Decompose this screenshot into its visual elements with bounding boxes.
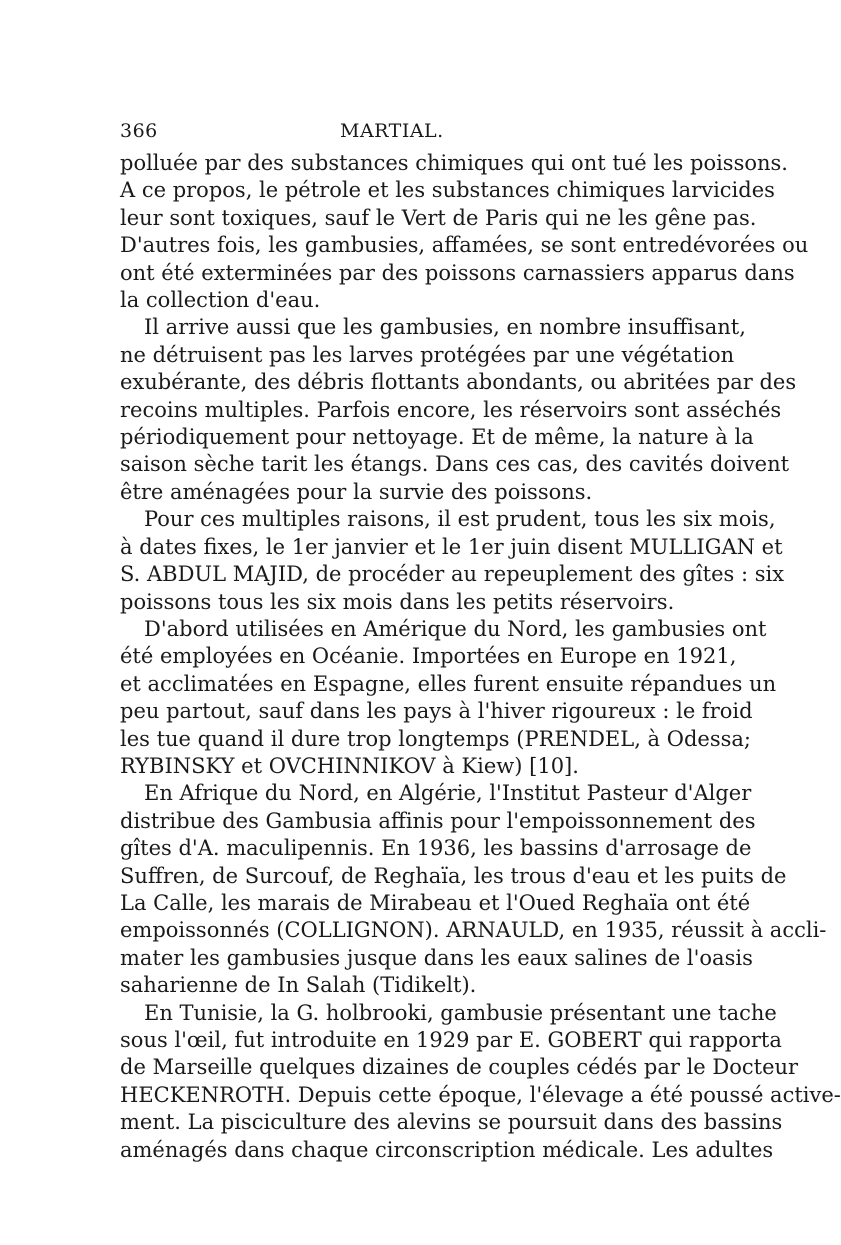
text-line: Il arrive aussi que les gambusies, en nombre insuffisant, (144, 315, 746, 340)
text-line: saharienne de In Salah (Tidikelt). (120, 973, 477, 998)
text-line: recoins multiples. Parfois encore, les réservoirs sont asséchés (120, 397, 782, 422)
text-line: sous l'œil, fut introduite en 1929 par E. GOBERT qui rapporta (120, 1028, 782, 1052)
text-line: exubérante, des débris flottants abondants, ou abritées par des (120, 370, 797, 395)
text-line: RYBINSKY et OVCHINNIKOV à Kiew) [10]. (120, 753, 579, 778)
text-line: été employées en Océanie. Importées en Europe en 1921, (120, 644, 737, 669)
text-line: être aménagées pour la survie des poissons. (120, 479, 593, 504)
text-line: D'abord utilisées en Amérique du Nord, les gambusies ont (144, 616, 767, 641)
text-line: poissons tous les six mois dans les petits réservoirs. (120, 589, 675, 614)
text-line: leur sont toxiques, sauf le Vert de Paris qui ne les gêne pas. (120, 205, 757, 230)
text-line: la collection d'eau. (120, 288, 321, 313)
text-line: peu partout, sauf dans les pays à l'hiver rigoureux : le froid (120, 699, 753, 724)
text-line: ment. La pisciculture des alevins se poursuit dans des bassins (120, 1110, 783, 1135)
text-line: distribue des Gambusia affinis pour l'empoissonnement des (120, 808, 756, 833)
text-line: Suffren, de Surcouf, de Reghaïa, les trous d'eau et les puits de (120, 863, 787, 888)
running-head: MARTIAL. (340, 120, 444, 142)
text-line: mater les gambusies jusque dans les eaux salines de l'oasis (120, 945, 753, 970)
page-number: 366 (120, 120, 158, 142)
text-line: En Afrique du Nord, en Algérie, l'Institut Pasteur d'Alger (144, 781, 752, 806)
page-header (120, 120, 680, 150)
text-line: HECKENROTH. Depuis cette époque, l'élevage a été poussé active- (120, 1082, 841, 1107)
text-line: à dates fixes, le 1er janvier et le 1er juin disent MULLIGAN et (120, 534, 783, 559)
text-line: La Calle, les marais de Mirabeau et l'Oued Reghaïa ont été (120, 890, 751, 915)
text-line: de Marseille quelques dizaines de couples cédés par le Docteur (120, 1055, 799, 1080)
text-line: empoissonnés (COLLIGNON). ARNAULD, en 1935, réussit à accli- (120, 918, 827, 943)
text-line: les tue quand il dure trop longtemps (PRENDEL, à Odessa; (120, 726, 751, 751)
body-text (120, 150, 841, 1164)
text-line: S. ABDUL MAJID, de procéder au repeuplement des gîtes : six (120, 562, 785, 587)
text-line: polluée par des substances chimiques qui ont tué les poissons. (120, 151, 788, 175)
text-line: saison sèche tarit les étangs. Dans ces cas, des cavités doivent (120, 452, 790, 477)
text-line: ne détruisent pas les larves protégées par une végétation (120, 342, 735, 367)
text-line: périodiquement pour nettoyage. Et de même, la nature à la (120, 425, 754, 450)
text-line: aménagés dans chaque circonscription médicale. Les adultes (120, 1137, 774, 1162)
text-line: En Tunisie, la G. holbrooki, gambusie présentant une tache (144, 1000, 777, 1025)
text-line: gîtes d'A. maculipennis. En 1936, les bassins d'arrosage de (120, 836, 752, 861)
text-line: Pour ces multiples raisons, il est prudent, tous les six mois, (144, 507, 776, 532)
text-line: D'autres fois, les gambusies, affamées, se sont entredévorées ou (120, 233, 809, 258)
text-line: A ce propos, le pétrole et les substances chimiques larvicides (120, 178, 775, 203)
text-line: et acclimatées en Espagne, elles furent ensuite répandues un (120, 671, 777, 696)
text-line: ont été exterminées par des poissons carnassiers apparus dans (120, 260, 795, 285)
